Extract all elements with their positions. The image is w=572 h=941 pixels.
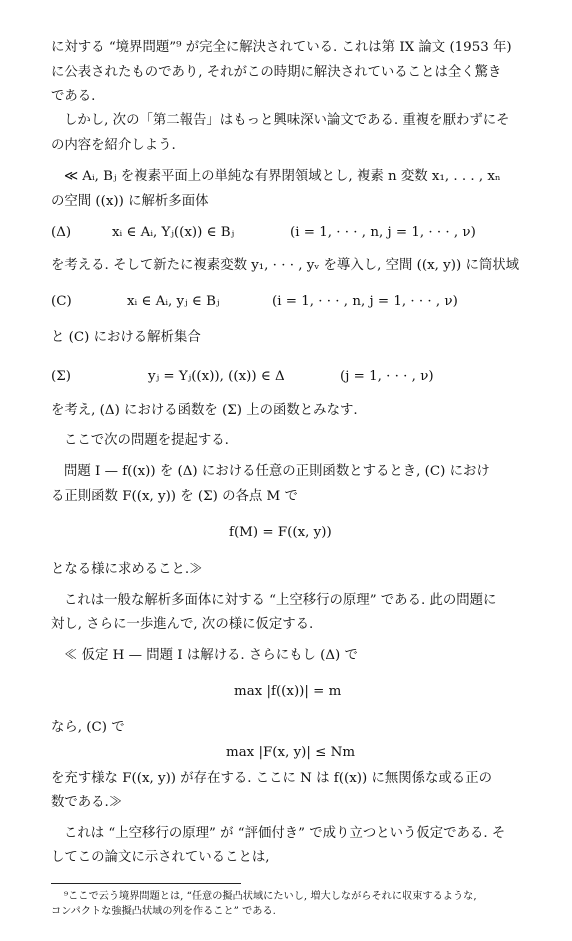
text-line: を考え, (Δ) における函数を (Σ) 上の函数とみなす. xyxy=(51,403,358,418)
text-line: である. xyxy=(51,89,96,104)
text-line: 問題 I — f((x)) を (Δ) における任意の正則函数とするとき, (C) におけ xyxy=(64,464,490,479)
equation-max-F: max |F(x, y)| ≤ Nm xyxy=(226,745,356,760)
text-line: る正則函数 F((x, y)) を (Σ) の各点 M で xyxy=(51,489,298,504)
text-line: に対する “境界問題”⁹ が完全に解決されている. これは第 IX 論文 (1953 年) xyxy=(51,40,512,55)
text-line: しかし, 次の「第二報告」はもっと興味深い論文である. 重複を厭わずにそ xyxy=(64,113,510,128)
text-line: なら, (C) で xyxy=(51,720,125,735)
text-line: 数である.≫ xyxy=(51,795,123,810)
equation-sigma: yⱼ = Yⱼ((x)), ((x)) ∈ Δ xyxy=(148,369,285,384)
equation-max-f: max |f((x))| = m xyxy=(234,684,342,699)
equation-f-of-m: f(M) = F((x, y)) xyxy=(229,525,332,540)
equation-sigma-range: (j = 1, · · · , ν) xyxy=(340,369,434,384)
text-line: の内容を紹介しよう. xyxy=(51,138,176,153)
equation-delta: xᵢ ∈ Aᵢ, Yⱼ((x)) ∈ Bⱼ xyxy=(112,225,235,240)
text-line: してこの論文に示されていることは, xyxy=(51,850,270,865)
text-line: に公表されたものであり, それがこの時期に解決されていることは全く驚き xyxy=(51,65,502,80)
footnote-line: コンパクトな強擬凸状域の列を作ること” である. xyxy=(51,906,276,917)
footnote-line: ⁹ここで云う境界問題とは, “任意の擬凸状域にたいし, 増大しながらそれに収束するような, xyxy=(64,891,477,902)
text-line: となる様に求めること.≫ xyxy=(51,562,203,577)
text-line: を考える. そして新たに複素変数 y₁, · · · , yᵥ を導入し, 空間 ((x, y)) に筒状域 xyxy=(51,258,520,273)
text-line: これは一般な解析多面体に対する “上空移行の原理” である. 此の問題に xyxy=(64,593,497,608)
text-line: 対し, さらに一歩進んで, 次の様に仮定する. xyxy=(51,617,314,632)
text-line: を充す様な F((x, y)) が存在する. ここに N は f((x)) に無関係な或る正の xyxy=(51,771,492,786)
equation-label-c: (C) xyxy=(51,294,72,309)
equation-c-range: (i = 1, · · · , n, j = 1, · · · , ν) xyxy=(272,294,458,309)
text-line: の空間 ((x)) に解析多面体 xyxy=(51,194,209,209)
text-line: ここで次の問題を提起する. xyxy=(64,433,229,448)
equation-label-sigma: (Σ) xyxy=(51,369,71,384)
equation-c: xᵢ ∈ Aᵢ, yⱼ ∈ Bⱼ xyxy=(127,294,220,309)
text-line: ≪ 仮定 H — 問題 I は解ける. さらにもし (Δ) で xyxy=(64,648,358,663)
text-line: と (C) における解析集合 xyxy=(51,330,201,345)
equation-delta-range: (i = 1, · · · , n, j = 1, · · · , ν) xyxy=(290,225,476,240)
footnote-rule xyxy=(51,883,241,884)
equation-label-delta: (Δ) xyxy=(51,225,72,240)
text-line: ≪ Aᵢ, Bⱼ を複素平面上の単純な有界閉領域とし, 複素 n 変数 x₁, . . . , xₙ xyxy=(64,169,501,184)
text-line: これは “上空移行の原理” が “評価付き” で成り立つという仮定である. そ xyxy=(64,826,506,841)
